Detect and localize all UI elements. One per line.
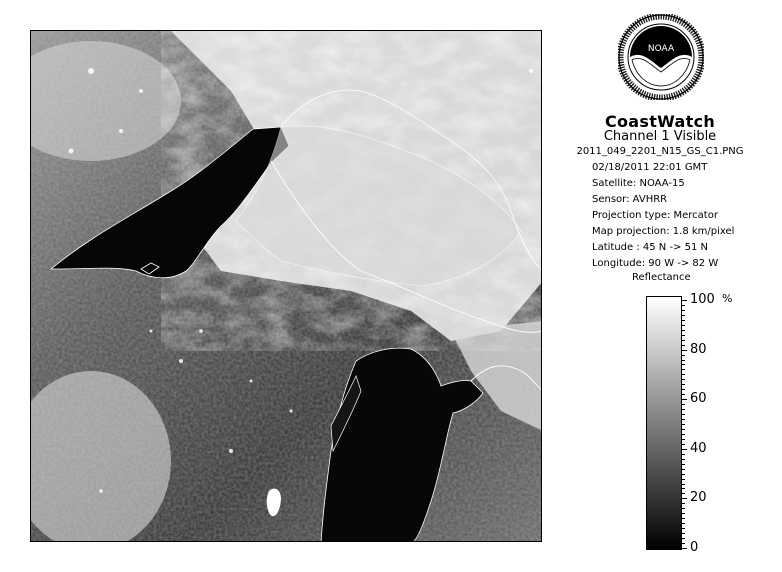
channel-title: Channel 1 Visible <box>603 129 717 144</box>
colorbar-tick <box>682 419 685 420</box>
colorbar-tick <box>682 488 685 489</box>
svg-text:NOAA: NOAA <box>647 44 675 54</box>
colorbar-tick <box>682 429 685 430</box>
colorbar-tick <box>682 379 685 380</box>
datetime: 02/18/2011 22:01 GMT <box>592 162 708 173</box>
colorbar-tick <box>682 374 685 375</box>
colorbar-tick <box>682 503 685 504</box>
colorbar-tick <box>682 300 687 301</box>
colorbar-tick <box>682 498 687 499</box>
colorbar-title: Reflectance <box>632 272 691 283</box>
colorbar-tick <box>682 350 687 351</box>
colorbar-tick <box>682 340 685 341</box>
colorbar-tick <box>682 439 685 440</box>
satellite-image-svg <box>31 31 542 542</box>
colorbar-tick <box>682 523 685 524</box>
colorbar-tick <box>682 469 685 470</box>
satellite: Satellite: NOAA-15 <box>592 178 685 189</box>
colorbar-tick <box>682 325 685 326</box>
colorbar-tick <box>682 409 685 410</box>
colorbar-tick <box>682 444 685 445</box>
colorbar-tick <box>682 528 685 529</box>
colorbar-tick <box>682 394 685 395</box>
colorbar-tick <box>682 508 685 509</box>
colorbar-tick <box>682 548 687 549</box>
colorbar-tick <box>682 330 685 331</box>
colorbar-tick <box>682 404 685 405</box>
colorbar-tick <box>682 399 687 400</box>
colorbar-tick <box>682 345 685 346</box>
colorbar-tick <box>682 320 685 321</box>
brand-title: CoastWatch <box>604 112 716 131</box>
colorbar-tick <box>682 414 685 415</box>
colorbar-tick <box>682 310 685 311</box>
colorbar-tick <box>682 533 685 534</box>
colorbar-tick <box>682 518 685 519</box>
noaa-logo-icon <box>618 14 704 100</box>
colorbar-tick <box>682 484 685 485</box>
colorbar-tick <box>682 424 685 425</box>
colorbar-tick <box>682 464 685 465</box>
colorbar-tick <box>682 369 685 370</box>
colorbar-tick <box>682 479 685 480</box>
colorbar-tick <box>682 360 685 361</box>
colorbar-tick-label: 0 <box>690 540 699 555</box>
colorbar-unit: % <box>722 292 733 305</box>
colorbar-tick <box>682 538 685 539</box>
projection-type: Projection type: Mercator <box>592 210 718 221</box>
colorbar-tick-label: 60 <box>690 391 707 407</box>
colorbar-tick <box>682 474 685 475</box>
satellite-image <box>30 30 542 542</box>
latitude-range: Latitude : 45 N -> 51 N <box>592 242 708 253</box>
map-projection: Map projection: 1.8 km/pixel <box>592 226 735 237</box>
colorbar-tick <box>682 454 685 455</box>
colorbar-tick <box>682 493 685 494</box>
colorbar-tick-label: 40 <box>690 440 707 456</box>
sensor: Sensor: AVHRR <box>592 194 668 205</box>
longitude-range: Longitude: 90 W -> 82 W <box>592 258 719 269</box>
colorbar-tick <box>682 355 685 356</box>
colorbar-tick <box>682 305 685 306</box>
colorbar-tick <box>682 384 685 385</box>
colorbar-tick <box>682 315 685 316</box>
colorbar-tick <box>682 449 687 450</box>
colorbar-tick <box>682 459 685 460</box>
file-name: 2011_049_2201_N15_GS_C1.PNG <box>576 146 744 157</box>
colorbar-tick <box>682 364 685 365</box>
colorbar-tick <box>682 389 685 390</box>
colorbar-tick-label: 100 <box>690 292 715 307</box>
colorbar-tick <box>682 335 685 336</box>
colorbar-tick <box>682 434 685 435</box>
colorbar-tick <box>682 513 685 514</box>
colorbar-tick-label: 20 <box>690 490 707 506</box>
colorbar-tick <box>682 543 685 544</box>
colorbar-tick-label: 80 <box>690 341 707 357</box>
colorbar <box>646 296 682 550</box>
